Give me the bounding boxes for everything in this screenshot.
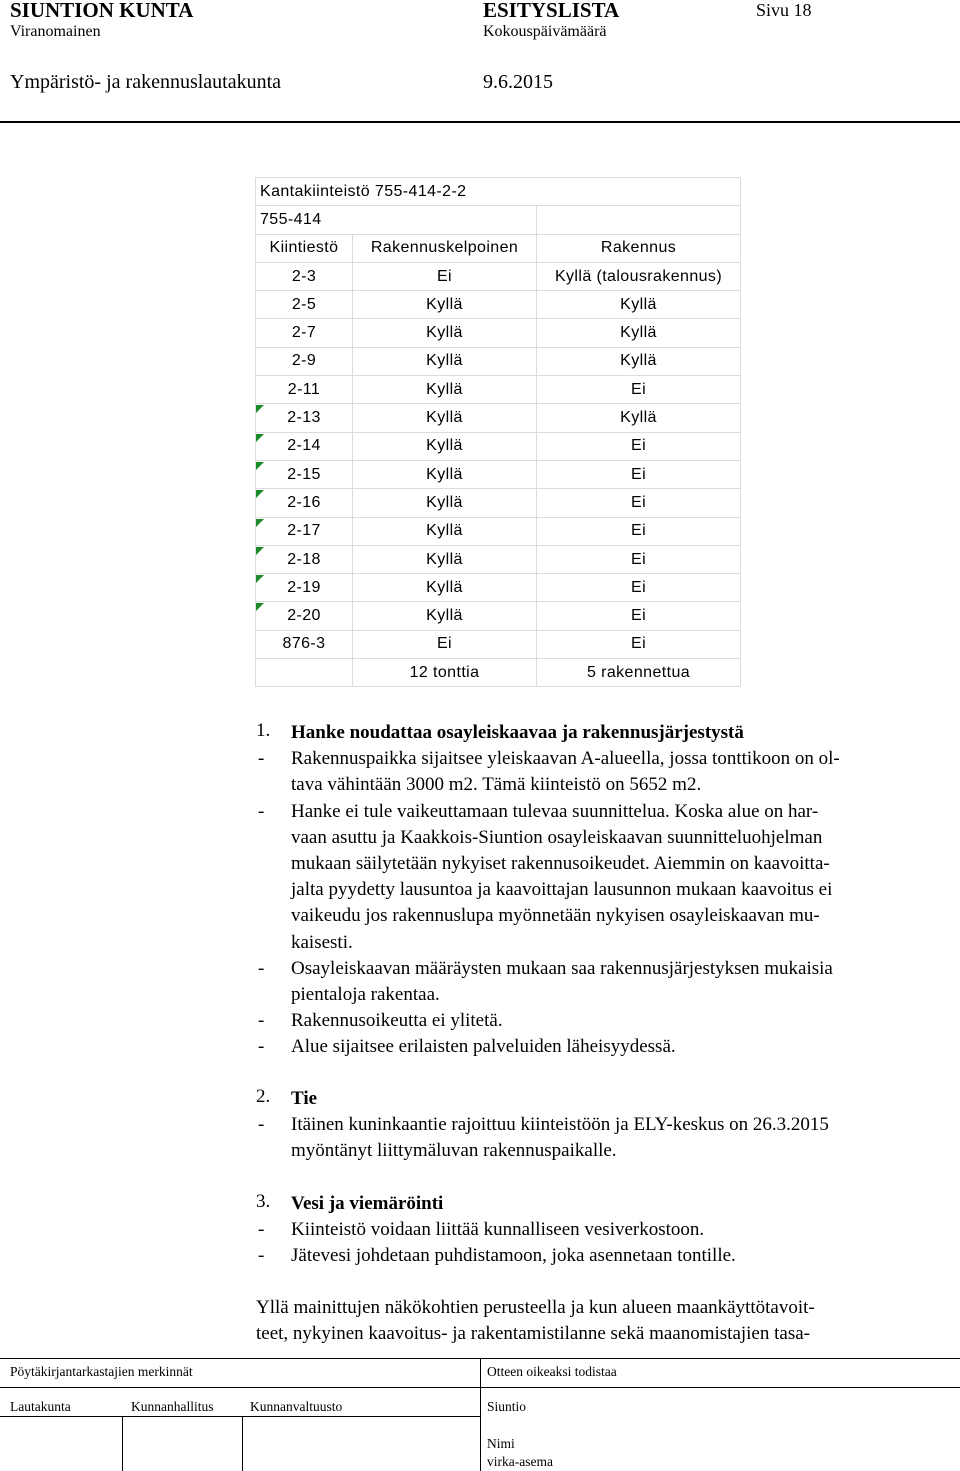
comment-marker-icon <box>256 405 264 413</box>
footer-lautakunta: Lautakunta <box>10 1399 71 1414</box>
table-subtitle: 755-414 <box>256 206 353 234</box>
section-line: Kiinteistö voidaan liittää kunnalliseen vesiverkostoon. <box>291 1219 705 1241</box>
property-id: 2-3 <box>291 267 317 285</box>
cell-building: Ei <box>537 432 741 460</box>
cell-building: Ei <box>537 517 741 545</box>
column-header-building: Rakennus <box>537 234 741 262</box>
cell-buildable: Kyllä <box>353 291 537 319</box>
property-id: 2-15 <box>287 465 321 483</box>
cell-buildable: Kyllä <box>353 404 537 432</box>
cell-buildable: Kyllä <box>353 460 537 488</box>
comment-marker-icon <box>256 519 264 527</box>
footer-right-heading: Otteen oikeaksi todistaa <box>487 1364 617 1379</box>
property-id: 2-7 <box>291 324 317 342</box>
cell-buildable: Kyllä <box>353 376 537 404</box>
property-id: 2-13 <box>287 409 321 427</box>
footer-divider-main <box>480 1358 481 1471</box>
property-id: 2-20 <box>287 607 321 625</box>
property-id: 2-11 <box>287 380 321 398</box>
property-id: 2-18 <box>287 550 321 568</box>
table-header-row <box>256 234 741 262</box>
footer-kunnanhallitus: Kunnanhallitus <box>131 1399 214 1414</box>
footer-kunnanvaltuusto: Kunnanvaltuusto <box>250 1399 343 1414</box>
section-line: Jätevesi johdetaan puhdistamoon, joka asennetaan tontille. <box>291 1245 736 1267</box>
property-id: 2-16 <box>287 493 321 511</box>
section-line: Osayleiskaavan määräysten mukaan saa rakennusjärjestyksen mukaisia <box>291 957 833 979</box>
cell-building: Ei <box>537 602 741 630</box>
table-title: Kantakiinteistö 755-414-2-2 <box>256 178 537 206</box>
section-line: Rakennusoikeutta ei ylitetä. <box>291 1010 503 1032</box>
table-totals-row <box>256 659 741 687</box>
table-row <box>256 545 741 573</box>
cell-buildable: Kyllä <box>353 489 537 517</box>
table-row <box>256 630 741 658</box>
cell-building: Kyllä <box>537 404 741 432</box>
section-number: 3. <box>256 1191 271 1212</box>
comment-marker-icon <box>256 575 264 583</box>
cell-buildable: Ei <box>353 630 537 658</box>
section-line: vaikeudu jos rakennuslupa myönnetään nykyisen osayleiskaavan mu- <box>291 905 820 927</box>
meeting-date: 9.6.2015 <box>483 71 553 93</box>
section-line: Hanke ei tule vaikeuttamaan tulevaa suunnittelua. Koska alue on har- <box>291 800 819 822</box>
cell-buildable: Kyllä <box>353 517 537 545</box>
total-buildable: 12 tonttia <box>353 659 537 687</box>
bullet-dash: - <box>258 800 265 822</box>
property-id: 2-5 <box>291 295 317 313</box>
section-line: mukaan säilytetään nykyiset rakennusoikeudet. Aiemmin on kaavoitta- <box>291 853 830 874</box>
bullet-dash: - <box>258 1219 265 1241</box>
cell-property-id <box>256 319 353 347</box>
cell-building: Ei <box>537 460 741 488</box>
table-row <box>256 319 741 347</box>
section-line: tava vähintään 3000 m2. Tämä kiinteistö on 5652 m2. <box>291 774 702 796</box>
cell-property-id <box>256 347 353 375</box>
column-header-buildable: Rakennuskelpoinen <box>353 234 537 262</box>
cell-property-id <box>256 404 353 432</box>
property-id: 2-19 <box>287 578 321 596</box>
section-line: Alue sijaitsee erilaisten palveluiden läheisyydessä. <box>291 1036 676 1058</box>
cell-building: Ei <box>537 376 741 404</box>
cell-building: Ei <box>537 574 741 602</box>
page-number: Sivu 18 <box>756 0 812 20</box>
section-line: Rakennuspaikka sijaitsee yleiskaavan A-alueella, jossa tonttikoon on ol- <box>291 748 840 770</box>
table-subtitle-row <box>256 206 741 234</box>
bullet-dash: - <box>258 1010 265 1032</box>
cell-building: Kyllä <box>537 291 741 319</box>
table-row <box>256 574 741 602</box>
cell-buildable: Kyllä <box>353 602 537 630</box>
section-title: Vesi ja viemäröinti <box>291 1193 444 1214</box>
table-row <box>256 291 741 319</box>
section-title: Hanke noudattaa osayleiskaavaa ja rakennusjärjestystä <box>291 722 744 743</box>
cell-property-id <box>256 291 353 319</box>
cell-property-id <box>256 517 353 545</box>
bullet-dash: - <box>258 957 265 979</box>
table-row <box>256 404 741 432</box>
table-row <box>256 262 741 290</box>
property-id: 876-3 <box>282 635 326 653</box>
footer-divider-2 <box>242 1416 243 1471</box>
footer-name: Nimi <box>487 1436 515 1451</box>
section-number: 2. <box>256 1086 271 1107</box>
cell-buildable: Kyllä <box>353 319 537 347</box>
table-row <box>256 517 741 545</box>
header-rule <box>0 121 960 123</box>
cell-property-id <box>256 460 353 488</box>
cell-building: Ei <box>537 545 741 573</box>
cell-property-id <box>256 602 353 630</box>
property-table <box>255 177 741 687</box>
bullet-dash: - <box>258 1114 265 1136</box>
cell-building: Kyllä (talousrakennus) <box>537 262 741 290</box>
property-id: 2-17 <box>287 522 321 540</box>
cell-building: Ei <box>537 489 741 517</box>
comment-marker-icon <box>256 547 264 555</box>
comment-marker-icon <box>256 490 264 498</box>
cell-property-id <box>256 262 353 290</box>
cell-buildable: Ei <box>353 262 537 290</box>
cell-property-id <box>256 432 353 460</box>
section-line: kaisesti. <box>291 931 353 953</box>
cell-property-id <box>256 630 353 658</box>
cell-property-id <box>256 376 353 404</box>
section-line: pientaloja rakentaa. <box>291 984 440 1005</box>
footer-place: Siuntio <box>487 1399 527 1414</box>
cell-buildable: Kyllä <box>353 347 537 375</box>
footer-divider-1 <box>122 1416 123 1471</box>
bullet-dash: - <box>258 748 265 770</box>
table-row <box>256 376 741 404</box>
footer-rule-bottom <box>0 1416 480 1417</box>
table-row <box>256 460 741 488</box>
table-row <box>256 347 741 375</box>
authority-label: Viranomainen <box>10 23 101 40</box>
table-row <box>256 602 741 630</box>
property-id: 2-9 <box>291 352 317 370</box>
cell-building: Kyllä <box>537 347 741 375</box>
bullet-dash: - <box>258 1245 265 1267</box>
cell-property-id <box>256 574 353 602</box>
cell-buildable: Kyllä <box>353 432 537 460</box>
comment-marker-icon <box>256 603 264 611</box>
cell-property-id <box>256 545 353 573</box>
comment-marker-icon <box>256 462 264 470</box>
document-type: ESITYSLISTA <box>483 0 620 22</box>
cell-buildable: Kyllä <box>353 545 537 573</box>
table-row <box>256 432 741 460</box>
closing-line-2: teet, nykyinen kaavoitus- ja rakentamistilanne sekä maanomistajien tasa- <box>256 1323 810 1344</box>
property-id: 2-14 <box>287 437 321 455</box>
footer-left-heading: Pöytäkirjantarkastajien merkinnät <box>10 1364 193 1379</box>
section-title: Tie <box>291 1088 318 1109</box>
bullet-dash: - <box>258 1036 265 1058</box>
section-line: jalta pyydetty lausuntoa ja kaavoittajan lausunnon mukaan kaavoitus ei <box>291 879 833 901</box>
cell-property-id <box>256 489 353 517</box>
table-row <box>256 489 741 517</box>
board-name: Ympäristö- ja rakennuslautakunta <box>10 71 282 93</box>
closing-line-1: Yllä mainittujen näkökohtien perusteella ja kun alueen maankäyttötavoit- <box>256 1297 815 1318</box>
comment-marker-icon <box>256 434 264 442</box>
meeting-date-label: Kokouspäivämäärä <box>483 23 607 40</box>
cell-building: Ei <box>537 630 741 658</box>
section-line: Itäinen kuninkaantie rajoittuu kiinteistöön ja ELY-keskus on 26.3.2015 <box>291 1114 829 1136</box>
column-header-property: Kiintiestö <box>256 234 353 262</box>
footer-title: virka-asema <box>487 1454 553 1469</box>
cell-building: Kyllä <box>537 319 741 347</box>
section-line: myöntänyt liittymäluvan rakennuspaikalle. <box>291 1140 617 1162</box>
table-title-row <box>256 178 741 206</box>
section-number: 1. <box>256 720 271 741</box>
cell-buildable: Kyllä <box>353 574 537 602</box>
total-built: 5 rakennettua <box>537 659 741 687</box>
municipality-name: SIUNTION KUNTA <box>10 0 194 22</box>
section-line: vaan asuttu ja Kaakkois-Siuntion osayleiskaavan suunnitteluohjelman <box>291 826 823 848</box>
